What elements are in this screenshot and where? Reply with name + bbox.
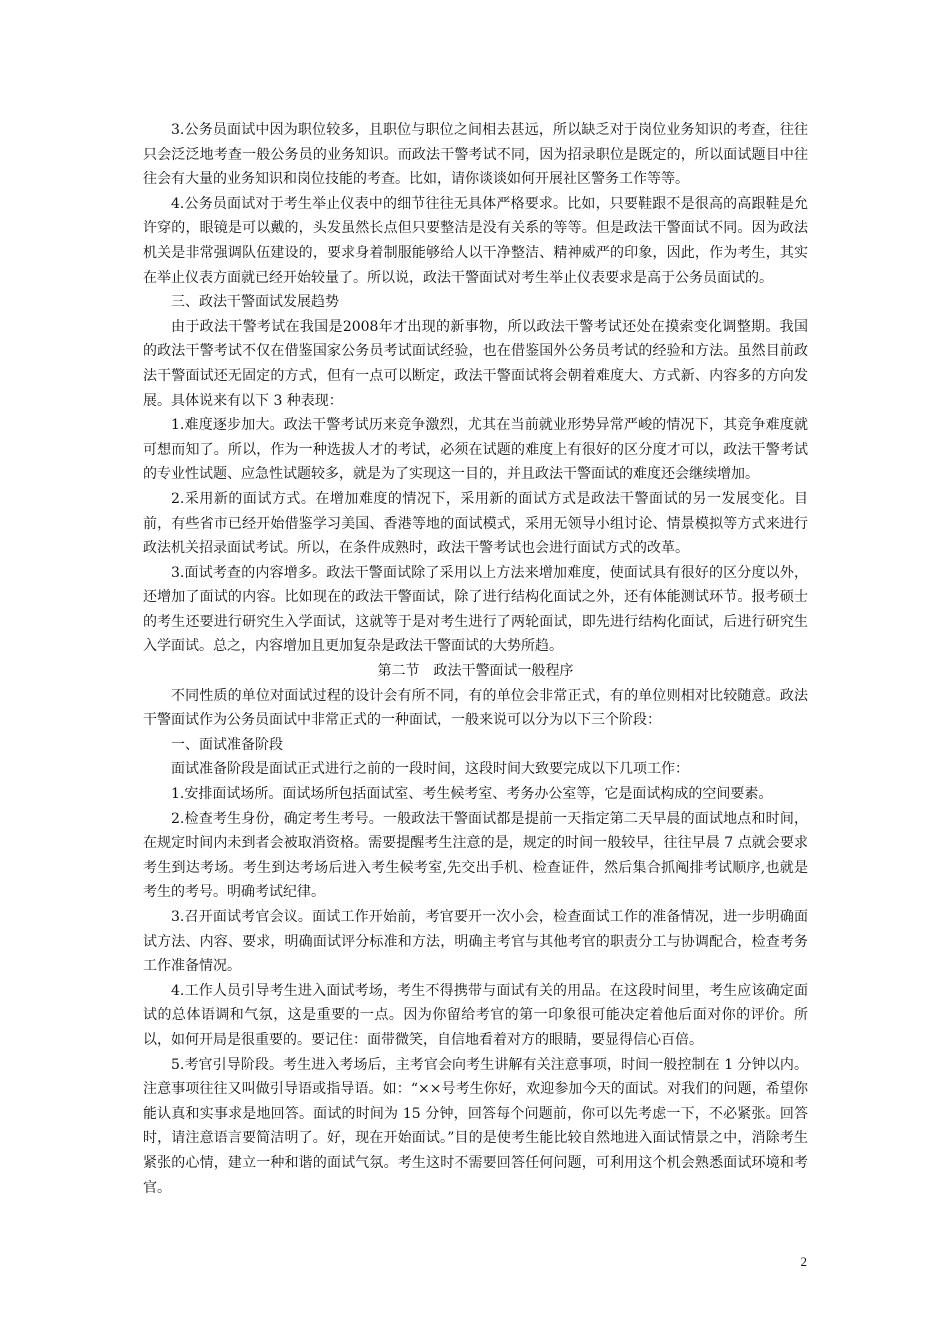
paragraph: 2.检查考生身份，确定考生考号。一般政法干警面试都是提前一天指定第二天早晨的面试地点和时间，在规定时间内未到者会被取消资格。需要提醒考生注意的是，规定的时间一般较早，往往早晨 7 点就会要求考生到达考场。考生到达考场后进入考生候考室,先交出手机、检查证件，然后集合抓阄排考试顺序,也就是考生的考号。明确考试纪律。 [143,810,808,901]
paragraph: 4.工作人员引导考生进入面试考场，考生不得携带与面试有关的用品。在这段时间里，考生应该确定面试的总体语调和气氛，这是重要的一点。因为你留给考官的第一印象很可能决定着他后面对你的评价。所以，如何开局是很重要的。要记住：面带微笑，自信地看着对方的眼睛，要显得信心百倍。 [143,982,808,1048]
paragraph: 1.难度逐步加大。政法干警考试历来竞争激烈，尤其在当前就业形势异常严峻的情况下，其竞争难度就可想而知了。所以，作为一种选拔人才的考试，必须在试题的难度上有很好的区分度才可以，政法干警考试的专业性试题、应急性试题较多，就是为了实现这一目的，并且政法干警面试的难度还会继续增加。 [143,417,808,483]
paragraph: 3.召开面试考官会议。面试工作开始前，考官要开一次小会，检查面试工作的准备情况，进一步明确面试方法、内容、要求，明确面试评分标准和方法，明确主考官与其他考官的职责分工与协调配合，检查考务工作准备情况。 [143,909,808,975]
paragraph: 5.考官引导阶段。考生进入考场后，主考官会向考生讲解有关注意事项，时间一般控制在 1 分钟以内。注意事项往往又叫做引导语或指导语。如：“××号考生你好，欢迎参加今天的面试。对我们的问题，希望你能认真和实事求是地回答。面试的时间为 15 分钟，回答每个问题前，你可以先考虑一下，不必紧张。回答时，请注意语言要简洁明了。好，现在开始面试。”目的是使考生能比较自然地进入面试情景之中，消除考生紧张的心情，建立一种和谐的面试气氛。考生这时不需要回答任何问题，可利用这个机会熟悉面试环境和考官。 [143,1056,808,1196]
paragraph: 4.公务员面试对于考生举止仪表中的细节往往无具体严格要求。比如，只要鞋跟不是很高的高跟鞋是允许穿的，眼镜是可以戴的，头发虽然长点但只要整洁是没有关系的等等。但是政法干警面试不同。因为政法机关是非常强调队伍建设的，要求身着制服能够给人以干净整洁、精神威严的印象，因此，作为考生，其实在举止仪表方面就已经开始较量了。所以说，政法干警面试对考生举止仪表要求是高于公务员面试的。 [143,195,808,286]
paragraph: 不同性质的单位对面试过程的设计会有所不同，有的单位会非常正式，有的单位则相对比较随意。政法干警面试作为公务员面试中非常正式的一种面试，一般来说可以分为以下三个阶段： [143,687,808,729]
page-body [143,118,808,1200]
paragraph: 3.公务员面试中因为职位较多，且职位与职位之间相去甚远，所以缺乏对于岗位业务知识的考查，往往只会泛泛地考查一般公务员的业务知识。而政法干警考试不同，因为招录职位是既定的，所以面试题目中往往会有大量的业务知识和岗位技能的考查。比如，请你谈谈如何开展社区警务工作等等。 [143,122,808,188]
section-title: 第二节 政法干警面试一般程序 [377,663,574,680]
paragraph: 3.面试考查的内容增多。政法干警面试除了采用以上方法来增加难度，使面试具有很好的区分度以外，还增加了面试的内容。比如现在的政法干警面试，除了进行结构化面试之外，还有体能测试环节。报考硕士的考生还要进行研究生入学面试，这就等于是对考生进行了两轮面试，即先进行结构化面试，后进行研究生入学面试。总之，内容增加且更加复杂是政法干警面试的大势所趋。 [143,564,808,655]
paragraph: 1.安排面试场所。面试场所包括面试室、考生候考室、考务办公室等，它是面试构成的空间要素。 [171,786,773,803]
subsection-heading: 一、面试准备阶段 [171,736,283,753]
page-number: 2 [800,1254,807,1269]
paragraph: 面试准备阶段是面试正式进行之前的一段时间，这段时间大致要完成以下几项工作： [171,761,689,778]
paragraph: 由于政法干警考试在我国是2008年才出现的新事物，所以政法干警考试还处在摸索变化调整期。我国的政法干警考试不仅在借鉴国家公务员考试面试经验，也在借鉴国外公务员考试的经验和方法。虽然目前政法干警面试还无固定的方式，但有一点可以断定，政法干警面试将会朝着难度大、方式新、内容多的方向发展。具体说来有以下 3 种表现： [143,318,808,409]
paragraph: 2.采用新的面试方式。在增加难度的情况下，采用新的面试方式是政法干警面试的另一发展变化。目前，有些省市已经开始借鉴学习美国、香港等地的面试模式，采用无领导小组讨论、情景模拟等方式来进行政法机关招录面试考试。所以，在条件成熟时，政法干警考试也会进行面试方式的改革。 [143,490,808,557]
subsection-heading: 三、政法干警面试发展趋势 [171,294,339,311]
